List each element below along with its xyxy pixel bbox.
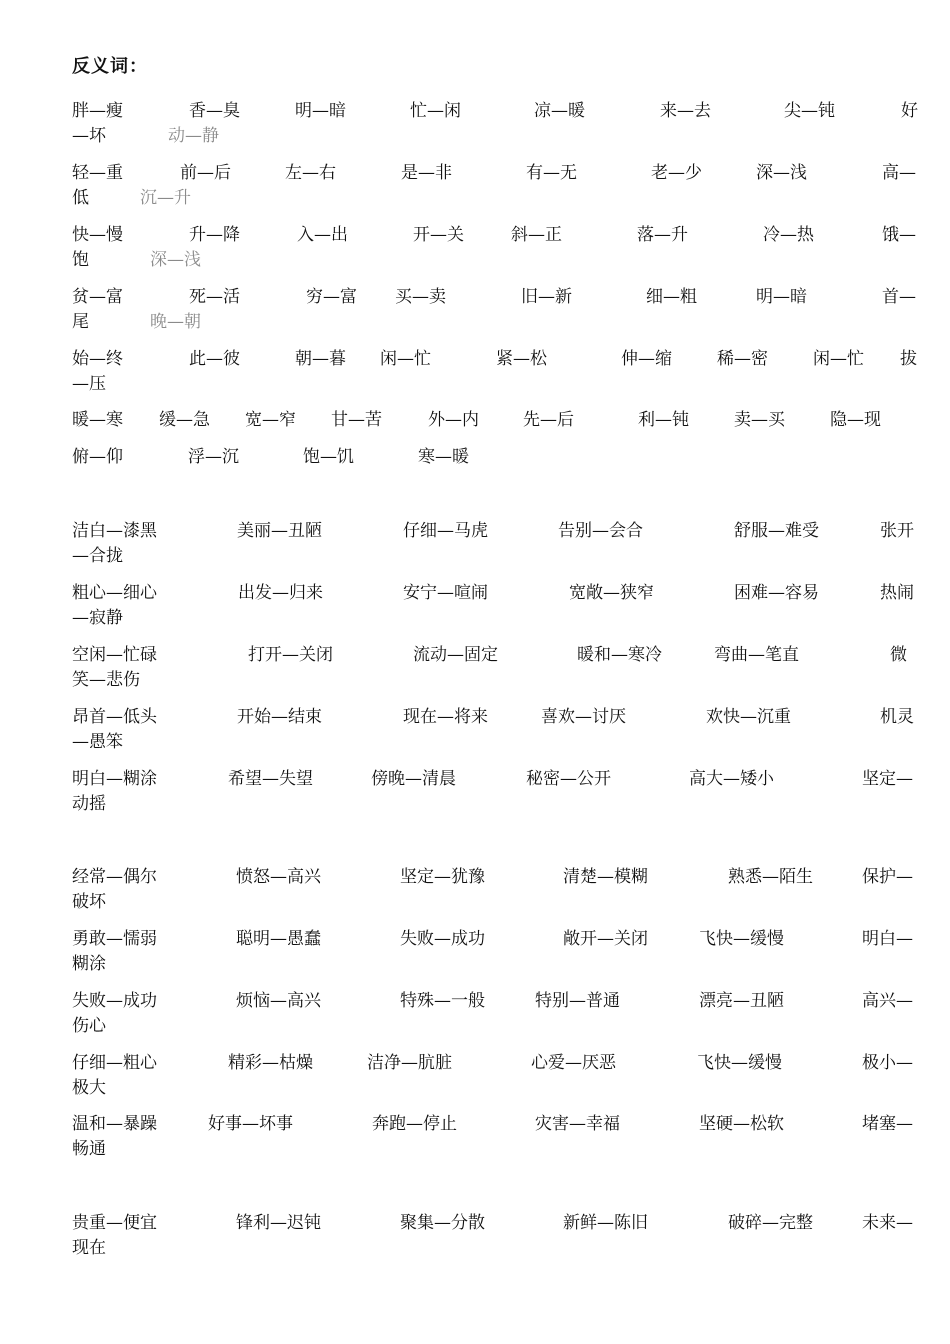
antonym-pair: 寒—暖 — [418, 447, 469, 467]
antonym-pair: 失败—成功 — [400, 929, 485, 949]
antonym-pair: 入—出 — [297, 225, 348, 245]
antonym-pair: —寂静 — [72, 608, 123, 628]
antonym-pair: 高大—矮小 — [689, 769, 774, 789]
text-line — [72, 222, 922, 248]
antonym-pair: 热闹 — [880, 583, 914, 603]
antonym-pair: 开始—结束 — [237, 707, 322, 727]
antonym-pair: 饱 — [72, 250, 89, 270]
antonym-pair: 浮—沉 — [188, 447, 239, 467]
antonym-pair: 温和—暴躁 — [72, 1114, 157, 1134]
antonym-pair: 未来— — [862, 1213, 913, 1233]
antonym-pair: 贫—富 — [72, 287, 123, 307]
antonym-pair: 开—关 — [413, 225, 464, 245]
antonym-pair: 朝—暮 — [295, 349, 346, 369]
antonym-pair: 明—暗 — [295, 101, 346, 121]
text-line — [72, 518, 922, 544]
antonym-pair: 机灵 — [880, 707, 914, 727]
antonym-pair: 先—后 — [523, 410, 574, 430]
antonym-pair: 动—静 — [168, 126, 219, 146]
antonym-pair: 傍晚—清晨 — [371, 769, 456, 789]
antonym-pair: 宽—窄 — [245, 410, 296, 430]
text-line — [72, 580, 922, 606]
antonym-pair: 流动—固定 — [413, 645, 498, 665]
page-title: 反义词： — [72, 56, 148, 77]
text-line — [72, 1136, 922, 1162]
antonym-pair: 宽敞—狭窄 — [569, 583, 654, 603]
text-line — [72, 1210, 922, 1236]
antonym-pair: 好事—坏事 — [208, 1114, 293, 1134]
text-line — [72, 864, 922, 890]
antonym-pair: 拔 — [900, 349, 917, 369]
antonym-pair: 紧—松 — [496, 349, 547, 369]
text-line — [72, 889, 922, 915]
antonym-pair: 胖—瘦 — [72, 101, 123, 121]
text-line — [72, 309, 922, 335]
antonym-pair: 低 — [72, 188, 89, 208]
antonym-pair: 锋利—迟钝 — [236, 1213, 321, 1233]
antonym-pair: 安宁—喧闹 — [403, 583, 488, 603]
antonym-pair: 老—少 — [651, 163, 702, 183]
antonym-pair: 破坏 — [72, 892, 106, 912]
antonym-pair: 坚定— — [862, 769, 913, 789]
antonym-pair: 稀—密 — [717, 349, 768, 369]
antonym-pair: 洁净—肮脏 — [367, 1053, 452, 1073]
antonym-pair: 买—卖 — [395, 287, 446, 307]
antonym-pair: 斜—正 — [511, 225, 562, 245]
text-line — [72, 642, 922, 668]
antonym-pair: 高兴— — [862, 991, 913, 1011]
antonym-pair: 坚硬—松软 — [699, 1114, 784, 1134]
antonym-pair: 暖和—寒冷 — [577, 645, 662, 665]
antonym-pair: 有—无 — [526, 163, 577, 183]
antonym-pair: 困难—容易 — [734, 583, 819, 603]
antonym-pair: 动摇 — [72, 794, 106, 814]
text-line — [72, 1013, 922, 1039]
text-line — [72, 371, 922, 397]
text-line — [72, 791, 922, 817]
antonym-pair: 好 — [901, 101, 918, 121]
antonym-pair: 此—彼 — [189, 349, 240, 369]
antonym-pair: 漂亮—丑陋 — [699, 991, 784, 1011]
antonym-pair: 聚集—分散 — [400, 1213, 485, 1233]
antonym-pair: 失败—成功 — [72, 991, 157, 1011]
antonym-pair: 香—臭 — [189, 101, 240, 121]
antonym-pair: 心爱—厌恶 — [531, 1053, 616, 1073]
antonym-pair: 堵塞— — [862, 1114, 913, 1134]
text-line — [72, 988, 922, 1014]
antonym-pair: 新鲜—陈旧 — [563, 1213, 648, 1233]
antonym-pair: 始—终 — [72, 349, 123, 369]
antonym-pair: 来—去 — [660, 101, 711, 121]
antonym-pair: 微 — [890, 645, 907, 665]
antonym-pair: 明—暗 — [756, 287, 807, 307]
antonym-pair: 打开—关闭 — [248, 645, 333, 665]
antonym-pair: 喜欢—讨厌 — [541, 707, 626, 727]
text-line — [72, 247, 922, 273]
antonym-pair: 高— — [882, 163, 916, 183]
antonym-pair: 希望—失望 — [228, 769, 313, 789]
antonym-pair: 伤心 — [72, 1016, 106, 1036]
antonym-pair: 保护— — [862, 867, 913, 887]
antonym-pair: 洁白—漆黑 — [72, 521, 157, 541]
antonym-pair: 冷—热 — [763, 225, 814, 245]
antonym-pair: 熟悉—陌生 — [728, 867, 813, 887]
antonym-pair: 俯—仰 — [72, 447, 123, 467]
antonym-pair: 凉—暖 — [534, 101, 585, 121]
antonym-pair: 告别—会合 — [558, 521, 643, 541]
antonym-pair: 贵重—便宜 — [72, 1213, 157, 1233]
text-line — [72, 1050, 922, 1076]
antonym-pair: —压 — [72, 374, 106, 394]
antonym-pair: 落—升 — [637, 225, 688, 245]
antonym-pair: 伸—缩 — [621, 349, 672, 369]
antonym-pair: 糊涂 — [72, 954, 106, 974]
antonym-pair: 破碎—完整 — [728, 1213, 813, 1233]
antonym-pair: 快—慢 — [72, 225, 123, 245]
antonym-pair: 前—后 — [180, 163, 231, 183]
text-line — [72, 1075, 922, 1101]
text-line — [72, 1235, 922, 1261]
text-line — [72, 160, 922, 186]
antonym-pair: 粗心—细心 — [72, 583, 157, 603]
antonym-pair: 闲—忙 — [380, 349, 431, 369]
antonym-pair: 经常—偶尔 — [72, 867, 157, 887]
antonym-pair: 晚—朝 — [150, 312, 201, 332]
antonym-pair: 现在—将来 — [403, 707, 488, 727]
text-line — [72, 667, 922, 693]
antonym-pair: 弯曲—笔直 — [714, 645, 799, 665]
antonym-pair: 欢快—沉重 — [706, 707, 791, 727]
text-line — [72, 729, 922, 755]
antonym-pair: 飞快—缓慢 — [699, 929, 784, 949]
text-line — [72, 123, 922, 149]
antonym-pair: 是—非 — [401, 163, 452, 183]
text-line — [72, 704, 922, 730]
antonym-pair: 饿— — [882, 225, 916, 245]
antonym-pair: 特殊—一般 — [400, 991, 485, 1011]
antonym-pair: 出发—归来 — [238, 583, 323, 603]
antonym-pair: 奔跑—停止 — [372, 1114, 457, 1134]
antonym-pair: —愚笨 — [72, 732, 123, 752]
antonym-pair: 美丽—丑陋 — [237, 521, 322, 541]
antonym-pair: 细—粗 — [646, 287, 697, 307]
antonym-pair: 饱—饥 — [303, 447, 354, 467]
text-line — [72, 98, 922, 124]
text-line — [72, 185, 922, 211]
antonym-pair: 升—降 — [189, 225, 240, 245]
antonym-pair: 卖—买 — [734, 410, 785, 430]
antonym-pair: 坚定—犹豫 — [400, 867, 485, 887]
antonym-pair: 笑—悲伤 — [72, 670, 140, 690]
antonym-pair: 极小— — [862, 1053, 913, 1073]
antonym-pair: 仔细—粗心 — [72, 1053, 157, 1073]
antonym-pair: 极大 — [72, 1078, 106, 1098]
antonym-pair: 甘—苦 — [331, 410, 382, 430]
antonym-pair: 烦恼—高兴 — [236, 991, 321, 1011]
antonym-pair: 灾害—幸福 — [535, 1114, 620, 1134]
antonym-pair: 特别—普通 — [535, 991, 620, 1011]
antonym-pair: 现在 — [72, 1238, 106, 1258]
text-line — [72, 543, 922, 569]
text-line — [72, 284, 922, 310]
antonym-pair: 死—活 — [189, 287, 240, 307]
antonym-pair: 张开 — [880, 521, 914, 541]
text-line — [72, 1111, 922, 1137]
antonym-pair: 深—浅 — [756, 163, 807, 183]
text-line — [72, 926, 922, 952]
antonym-pair: 闲—忙 — [813, 349, 864, 369]
antonym-pair: 畅通 — [72, 1139, 106, 1159]
text-line — [72, 766, 922, 792]
antonym-pair: 左—右 — [285, 163, 336, 183]
antonym-pair: 飞快—缓慢 — [697, 1053, 782, 1073]
antonym-pair: 敞开—关闭 — [563, 929, 648, 949]
antonym-pair: 尖—钝 — [784, 101, 835, 121]
text-line — [72, 346, 922, 372]
antonym-pair: 愤怒—高兴 — [236, 867, 321, 887]
antonym-pair: 缓—急 — [159, 410, 210, 430]
antonym-pair: 聪明—愚蠢 — [236, 929, 321, 949]
antonym-pair: 仔细—马虎 — [403, 521, 488, 541]
text-line — [72, 605, 922, 631]
antonym-pair: 勇敢—懦弱 — [72, 929, 157, 949]
antonym-pair: 利—钝 — [638, 410, 689, 430]
antonym-pair: 外—内 — [428, 410, 479, 430]
antonym-pair: 明白—糊涂 — [72, 769, 157, 789]
antonym-pair: 沉—升 — [140, 188, 191, 208]
antonym-pair: 隐—现 — [830, 410, 881, 430]
antonym-pair: 清楚—模糊 — [563, 867, 648, 887]
antonym-pair: 舒服—难受 — [734, 521, 819, 541]
antonym-pair: 穷—富 — [306, 287, 357, 307]
antonym-pair: 旧—新 — [521, 287, 572, 307]
antonym-pair: 秘密—公开 — [526, 769, 611, 789]
text-line — [72, 951, 922, 977]
antonym-pair: —坏 — [72, 126, 106, 146]
text-line — [72, 407, 922, 433]
antonym-pair: 暖—寒 — [72, 410, 123, 430]
antonym-pair: 精彩—枯燥 — [228, 1053, 313, 1073]
antonym-pair: 昂首—低头 — [72, 707, 157, 727]
text-line — [72, 444, 922, 470]
antonym-pair: 轻—重 — [72, 163, 123, 183]
antonym-pair: 明白— — [862, 929, 913, 949]
antonym-pair: 空闲—忙碌 — [72, 645, 157, 665]
antonym-pair: —合拢 — [72, 546, 123, 566]
antonym-pair: 尾 — [72, 312, 89, 332]
antonym-pair: 深—浅 — [150, 250, 201, 270]
antonym-pair: 忙—闲 — [410, 101, 461, 121]
antonym-pair: 首— — [882, 287, 916, 307]
